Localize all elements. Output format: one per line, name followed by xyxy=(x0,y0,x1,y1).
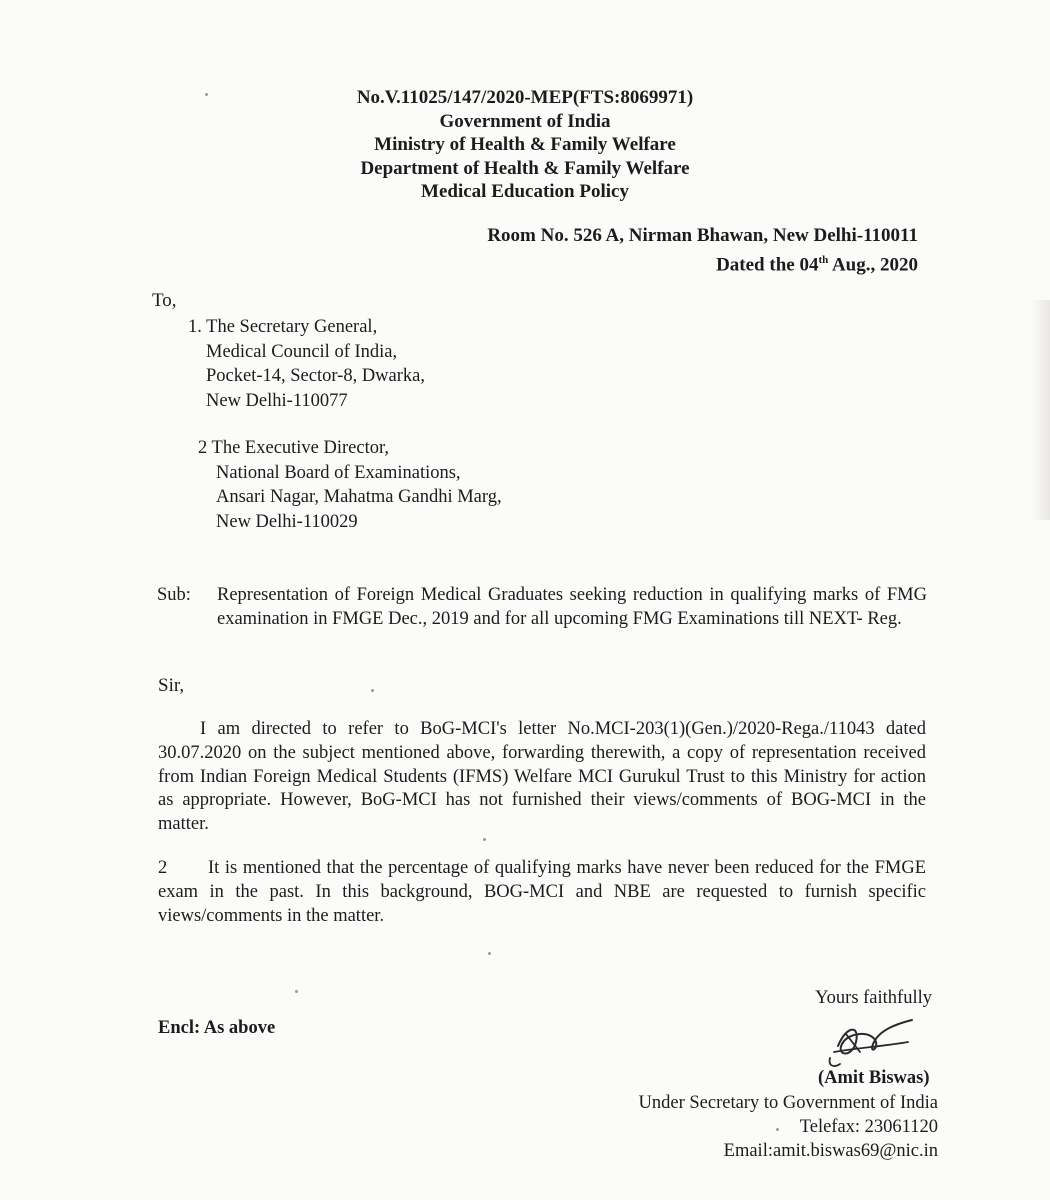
recipient-line: New Delhi-110029 xyxy=(216,511,358,532)
paragraph-text: It is mentioned that the percentage of qualifying marks have never been reduced for the FMGE exam in the past. In this background, BOG-MCI and NBE are requested to furnish specific views/comments in the matter. xyxy=(158,858,926,926)
subject-text: Representation of Foreign Medical Graduates seeking reduction in qualifying marks of FMG examination in FMGE Dec., 2019 and for all upcoming FMG Examinations till NEXT- Reg. xyxy=(217,585,927,629)
paper-speck xyxy=(205,93,208,96)
paper-speck xyxy=(295,990,298,993)
handwritten-signature xyxy=(816,1012,936,1072)
paper-speck xyxy=(488,952,491,955)
body-paragraph-1: I am directed to refer to BoG-MCI's letter No.MCI-203(1)(Gen.)/2020-Rega./11043 dated 30.07.2020 on the subject mentioned above, forwarding therewith, a copy of representation received from Indian Foreign Medical Students (IFMS) Welfare MCI Gurukul Trust to this Ministry for action as appropriate. However, BoG-MCI has not furnished their views/comments of BOG-MCI in the matter. xyxy=(158,719,926,835)
ministry-name: Ministry of Health & Family Welfare xyxy=(374,134,676,155)
salutation: Sir, xyxy=(158,675,185,696)
body-paragraph-2 xyxy=(158,857,926,928)
recipient-line: 2 The Executive Director, xyxy=(198,438,390,458)
enclosure-note: Encl: As above xyxy=(158,1018,276,1038)
room-address: Room No. 526 A, Nirman Bhawan, New Delhi-110011 xyxy=(487,225,918,246)
subject-block xyxy=(157,584,927,631)
to-label: To, xyxy=(152,290,177,311)
signer-details xyxy=(639,1091,939,1163)
recipient-1 xyxy=(188,315,425,413)
recipient-line: Pocket-14, Sector-8, Dwarka, xyxy=(206,366,425,386)
signer-designation: Under Secretary to Government of India xyxy=(638,1093,938,1113)
department-name: Department of Health & Family Welfare xyxy=(360,157,690,179)
recipient-line: National Board of Examinations, xyxy=(216,462,461,483)
letter-date: Dated the 04th Aug., 2020 xyxy=(716,254,918,276)
recipient-line: New Delhi-110077 xyxy=(206,390,348,411)
government-name: Government of India xyxy=(439,110,611,132)
recipient-line: Ansari Nagar, Mahatma Gandhi Marg, xyxy=(216,487,502,507)
closing-line: Yours faithfully xyxy=(815,988,932,1008)
signer-email: Email:amit.biswas69@nic.in xyxy=(723,1141,938,1161)
paragraph-number: 2 xyxy=(158,858,168,878)
signer-name: (Amit Biswas) xyxy=(818,1068,930,1088)
division-name: Medical Education Policy xyxy=(421,181,629,202)
paper-speck xyxy=(776,1128,779,1131)
recipient-line: Medical Council of India, xyxy=(206,341,398,362)
paper-speck xyxy=(483,838,486,841)
subject-label: Sub: xyxy=(157,585,191,605)
letter-header xyxy=(0,86,1050,204)
paper-speck xyxy=(371,689,374,692)
file-number: No.V.11025/147/2020-MEP(FTS:8069971) xyxy=(356,87,694,108)
recipient-2 xyxy=(198,436,502,534)
sender-address xyxy=(487,223,918,277)
signer-telefax: Telefax: 23061120 xyxy=(799,1117,938,1137)
recipient-line: 1. The Secretary General, xyxy=(188,317,378,337)
page-edge-shadow xyxy=(1032,300,1050,520)
